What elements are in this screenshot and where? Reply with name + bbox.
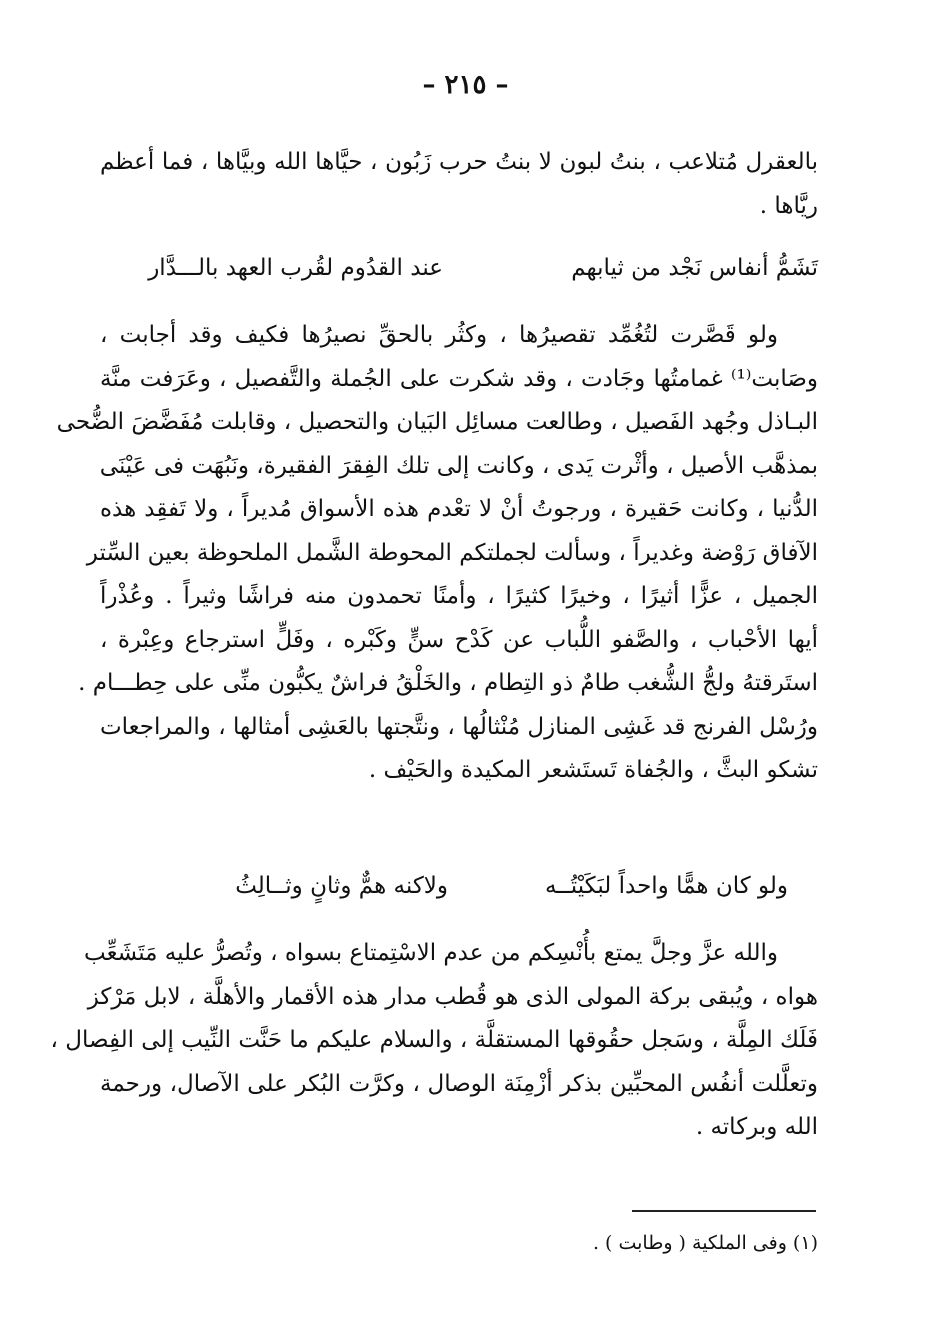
text-line: استَرقتهُ ولجُّ الشُّغب طامٌ ذو التِطام ، والخَلْقُ فراشٌ يكبُّون منِّى على حِطـــام . xyxy=(78,670,818,696)
text-line: أيها الأحْباب ، والصَّفو اللُّباب عن كَدْح سنٍّ وكَبْره ، وفَلٍّ استرجاع وعِبْرة ، xyxy=(100,626,818,653)
footnote-divider xyxy=(632,1210,816,1212)
text-line: بالعقرل مُتلاعب ، بنتُ لبون لا بنتُ حرب زَبُون ، حيَّاها الله وبيَّاها ، فما أعظم xyxy=(100,149,818,175)
verse-2-second-hemistich: ولاكنه همٌّ وثانٍ وثــالِثُ xyxy=(235,873,448,899)
text-line: فَلَك المِلَّة ، وسَجل حقُوقها المستقلَّة ، والسلام عليكم ما حَنَّت النِّيب إلى الفِصال ، xyxy=(50,1027,818,1053)
verse-2-first-hemistich: ولو كان همًّا واحداً لبَكَيْتُــه xyxy=(544,873,788,899)
text-line: والله عزَّ وجلَّ يمتع بأُنْسِكم من عدم الاسْتِمتاع بسواه ، وتُصرُّ عليه مَتَشَعِّب xyxy=(84,940,778,966)
footnote: (١) وفى الملكية ( وطابت ) . xyxy=(592,1232,818,1254)
text-line: ولو قَصَّرت لتُغُمِّد تقصيرُها ، وكثُر بالحقِّ نصيرُها فكيف وقد أجابت ، xyxy=(100,322,778,348)
text-line: الآفاق رَوْضة وغديراً ، وسألت لجملتكم المحوطة الشَّمل الملحوظة بعين السِّتر xyxy=(86,539,818,566)
verse-1-first-hemistich: تَشَمُّ أنفاس نَجْد من ثيابهم xyxy=(571,255,818,281)
text-line: الدُّنيا ، وكانت حَقيرة ، ورجوتُ أنْ لا تعْدم هذه الأسواق مُديراً ، ولا تَفقِد هذه xyxy=(100,496,818,522)
text-line: الله وبركاته . xyxy=(695,1114,818,1140)
text-line: هواه ، ويُبقى بركة المولى الذى هو قُطب مدار هذه الأقمار والأهلَّة ، لابل مَرْكز xyxy=(87,983,818,1010)
verse-1-second-hemistich: عند القدُوم لقُرب العهد بالـــدَّار xyxy=(148,255,443,281)
verse-2 xyxy=(100,873,818,903)
paragraph-2 xyxy=(56,314,818,793)
text-line: البـاذل وجُهد الفَصيل ، وطالعت مسائِل البَيان والتحصيل ، وقابلت مُفَضَّضَ الضُّحى xyxy=(56,409,818,435)
text-line: بمذهَّب الأصيل ، وأثْرت يَدى ، وكانت إلى تلك الفِقرَ الفقيرة، ونَبُهَت فى عَيْنَى xyxy=(99,452,818,479)
paragraph-3 xyxy=(50,932,818,1150)
text-line: وصَابت⁽¹⁾ غمامتُها وجَادت ، وقد شكرت على الجُملة والتَّفصيل ، وعَرَفت منَّة xyxy=(100,365,818,392)
text-line: وتعلَّلت أنفُس المحبِّين بذكر أزْمِنَة الوصال ، وكرَّت البُكر على الآصال، ورحمة xyxy=(100,1070,818,1097)
text-line: الجميل ، عزًّا أثيرًا ، وخيرًا كثيرًا ، وأمنًا تحمدون منه فراشًا وثيراً . وعُذْراً xyxy=(100,583,818,609)
paragraph-1 xyxy=(100,141,818,228)
text-line: ريَّاها . xyxy=(759,192,818,219)
page-number: – ٢١٥ – xyxy=(422,70,509,100)
text-line: ورُسْل الفرنج قد غَشِى المنازل مُنْثالُها ، ونتَّجتها بالعَشِى أمثالها ، والمراجعات xyxy=(100,713,818,740)
verse-1 xyxy=(100,255,818,285)
text-line: تشكو البثَّ ، والجُفاة تَستَشعر المكيدة والحَيْف . xyxy=(368,757,818,783)
